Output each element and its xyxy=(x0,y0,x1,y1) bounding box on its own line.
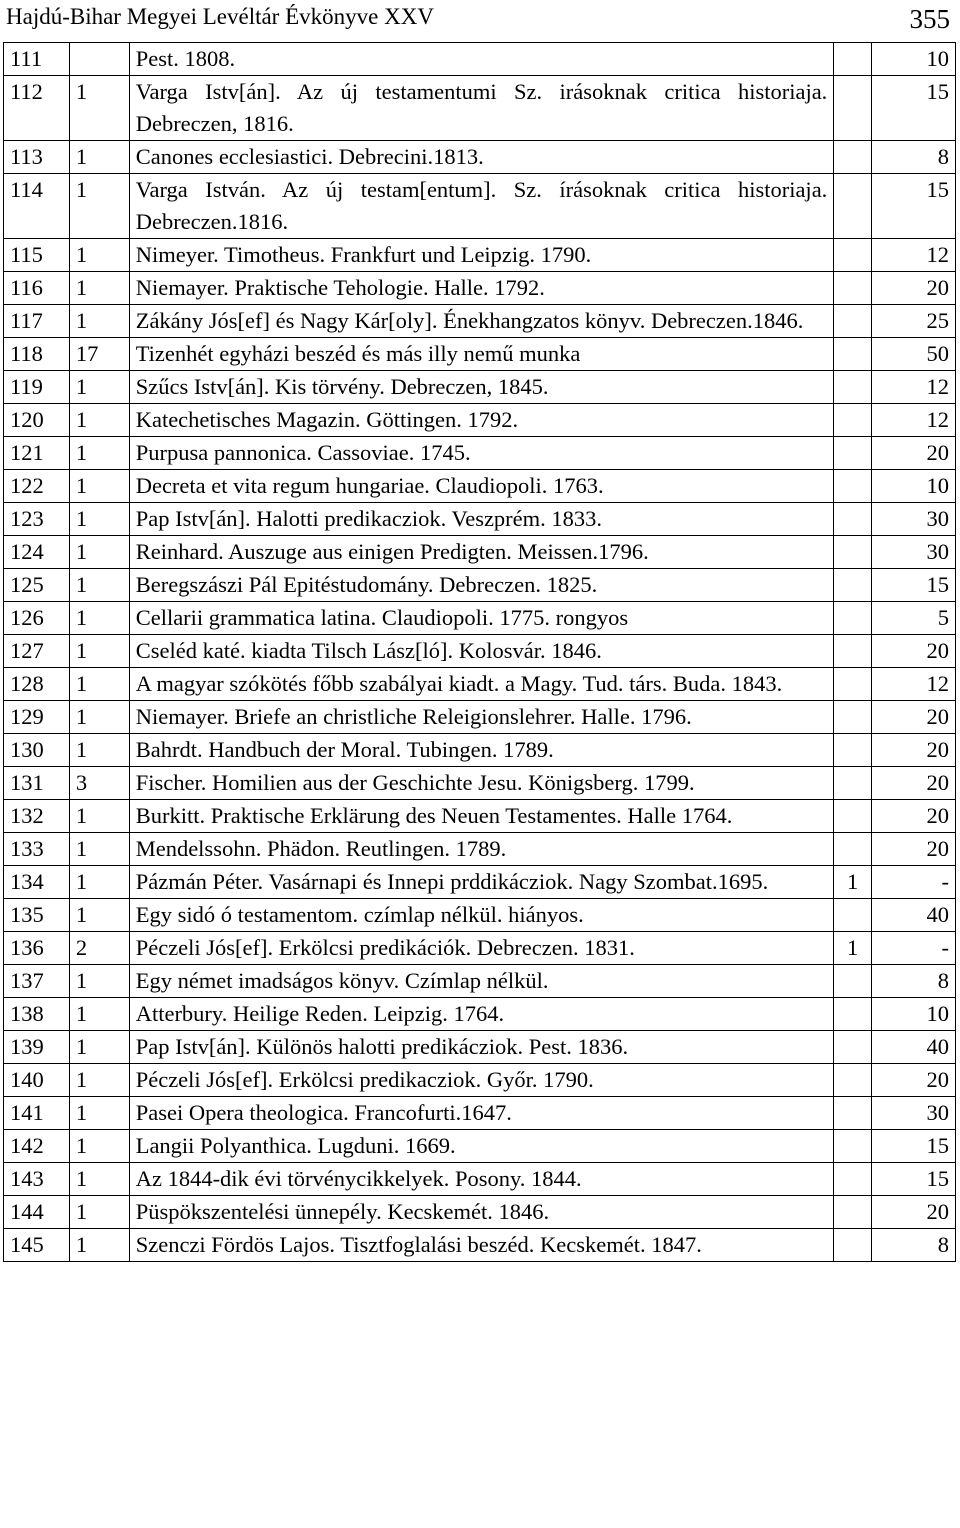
item-description: Pap Istv[án]. Halotti predikacziok. Veszprém. 1833. xyxy=(129,503,834,536)
item-price-secondary: 40 xyxy=(871,899,955,932)
table-row xyxy=(4,635,956,668)
item-description: Szűcs Istv[án]. Kis törvény. Debreczen, 1845. xyxy=(129,371,834,404)
item-price-primary xyxy=(834,272,872,305)
item-price-secondary: 30 xyxy=(871,1097,955,1130)
table-row xyxy=(4,1196,956,1229)
item-price-primary xyxy=(834,1196,872,1229)
item-number: 145 xyxy=(4,1229,70,1262)
item-price-primary: 1 xyxy=(834,932,872,965)
table-row xyxy=(4,437,956,470)
item-price-secondary: 15 xyxy=(871,1163,955,1196)
item-description: Tizenhét egyházi beszéd és más illy nemű munka xyxy=(129,338,834,371)
table-row xyxy=(4,1163,956,1196)
item-quantity: 1 xyxy=(69,734,129,767)
table-row xyxy=(4,174,956,239)
item-description: Varga Istv[án]. Az új testamentumi Sz. irásoknak critica historiaja. Debreczen, 1816. xyxy=(129,76,834,141)
item-description: Püspökszentelési ünnepély. Kecskemét. 1846. xyxy=(129,1196,834,1229)
item-number: 135 xyxy=(4,899,70,932)
item-number: 143 xyxy=(4,1163,70,1196)
table-row xyxy=(4,965,956,998)
item-quantity: 1 xyxy=(69,866,129,899)
table-row xyxy=(4,76,956,141)
item-price-secondary: 5 xyxy=(871,602,955,635)
inventory-table xyxy=(3,42,956,1262)
item-description: Nimeyer. Timotheus. Frankfurt und Leipzig. 1790. xyxy=(129,239,834,272)
item-number: 131 xyxy=(4,767,70,800)
table-row xyxy=(4,767,956,800)
item-quantity: 1 xyxy=(69,1229,129,1262)
item-quantity: 1 xyxy=(69,305,129,338)
item-description: Az 1844-dik évi törvénycikkelyek. Posony. 1844. xyxy=(129,1163,834,1196)
item-quantity: 1 xyxy=(69,503,129,536)
item-price-primary xyxy=(834,76,872,141)
table-row xyxy=(4,701,956,734)
item-description: Mendelssohn. Phädon. Reutlingen. 1789. xyxy=(129,833,834,866)
table-row xyxy=(4,1130,956,1163)
item-price-secondary: 25 xyxy=(871,305,955,338)
item-price-secondary: 10 xyxy=(871,998,955,1031)
table-row xyxy=(4,141,956,174)
item-price-secondary: 20 xyxy=(871,272,955,305)
item-price-primary xyxy=(834,174,872,239)
item-quantity: 1 xyxy=(69,668,129,701)
table-row xyxy=(4,668,956,701)
table-row xyxy=(4,1229,956,1262)
item-price-secondary: 20 xyxy=(871,800,955,833)
item-price-primary xyxy=(834,965,872,998)
item-price-secondary: 12 xyxy=(871,668,955,701)
item-quantity: 1 xyxy=(69,141,129,174)
item-number: 120 xyxy=(4,404,70,437)
item-price-secondary: 20 xyxy=(871,734,955,767)
item-description: Egy német imadságos könyv. Czímlap nélkül. xyxy=(129,965,834,998)
table-row xyxy=(4,305,956,338)
item-price-primary xyxy=(834,800,872,833)
item-quantity: 1 xyxy=(69,404,129,437)
item-description: Canones ecclesiastici. Debrecini.1813. xyxy=(129,141,834,174)
page-number: 355 xyxy=(909,4,950,34)
item-quantity: 1 xyxy=(69,635,129,668)
table-row xyxy=(4,1097,956,1130)
item-number: 121 xyxy=(4,437,70,470)
item-price-secondary: 20 xyxy=(871,833,955,866)
item-price-primary xyxy=(834,503,872,536)
item-price-primary xyxy=(834,437,872,470)
item-number: 137 xyxy=(4,965,70,998)
item-price-secondary: 15 xyxy=(871,76,955,141)
item-description: Burkitt. Praktische Erklärung des Neuen Testamentes. Halle 1764. xyxy=(129,800,834,833)
table-row xyxy=(4,899,956,932)
item-description: Bahrdt. Handbuch der Moral. Tubingen. 1789. xyxy=(129,734,834,767)
item-price-primary xyxy=(834,43,872,76)
item-price-secondary: 10 xyxy=(871,43,955,76)
item-quantity: 1 xyxy=(69,536,129,569)
item-quantity: 1 xyxy=(69,965,129,998)
item-description: Varga István. Az új testam[entum]. Sz. írásoknak critica historiaja. Debreczen.1816. xyxy=(129,174,834,239)
item-price-primary xyxy=(834,734,872,767)
item-quantity xyxy=(69,43,129,76)
table-row xyxy=(4,800,956,833)
table-row xyxy=(4,470,956,503)
item-number: 117 xyxy=(4,305,70,338)
table-row xyxy=(4,239,956,272)
item-price-primary xyxy=(834,899,872,932)
item-description: Zákány Jós[ef] és Nagy Kár[oly]. Énekhangzatos könyv. Debreczen.1846. xyxy=(129,305,834,338)
item-price-primary xyxy=(834,1163,872,1196)
table-row xyxy=(4,43,956,76)
item-number: 142 xyxy=(4,1130,70,1163)
item-number: 114 xyxy=(4,174,70,239)
item-description: Fischer. Homilien aus der Geschichte Jesu. Königsberg. 1799. xyxy=(129,767,834,800)
item-price-secondary: 8 xyxy=(871,965,955,998)
table-row xyxy=(4,602,956,635)
item-description: Pázmán Péter. Vasárnapi és Innepi prddikácziok. Nagy Szombat.1695. xyxy=(129,866,834,899)
item-price-secondary: 15 xyxy=(871,569,955,602)
item-price-primary xyxy=(834,1229,872,1262)
item-quantity: 1 xyxy=(69,1163,129,1196)
item-price-secondary: 8 xyxy=(871,1229,955,1262)
item-quantity: 17 xyxy=(69,338,129,371)
table-row xyxy=(4,338,956,371)
item-number: 122 xyxy=(4,470,70,503)
item-quantity: 1 xyxy=(69,569,129,602)
item-description: Péczeli Jós[ef]. Erkölcsi predikációk. Debreczen. 1831. xyxy=(129,932,834,965)
item-number: 128 xyxy=(4,668,70,701)
item-price-primary xyxy=(834,371,872,404)
item-number: 127 xyxy=(4,635,70,668)
item-description: Niemayer. Praktische Tehologie. Halle. 1792. xyxy=(129,272,834,305)
table-row xyxy=(4,272,956,305)
item-price-secondary: - xyxy=(871,932,955,965)
item-price-secondary: 20 xyxy=(871,1064,955,1097)
item-description: Katechetisches Magazin. Göttingen. 1792. xyxy=(129,404,834,437)
item-price-secondary: 20 xyxy=(871,635,955,668)
item-description: Pest. 1808. xyxy=(129,43,834,76)
item-price-primary xyxy=(834,305,872,338)
item-price-secondary: 50 xyxy=(871,338,955,371)
item-quantity: 1 xyxy=(69,1196,129,1229)
table-row xyxy=(4,1064,956,1097)
item-description: Szenczi Fördös Lajos. Tisztfoglalási beszéd. Kecskemét. 1847. xyxy=(129,1229,834,1262)
item-price-primary xyxy=(834,338,872,371)
item-number: 112 xyxy=(4,76,70,141)
item-number: 144 xyxy=(4,1196,70,1229)
item-number: 113 xyxy=(4,141,70,174)
item-description: Reinhard. Auszuge aus einigen Predigten. Meissen.1796. xyxy=(129,536,834,569)
item-number: 136 xyxy=(4,932,70,965)
item-quantity: 1 xyxy=(69,602,129,635)
item-price-secondary: 8 xyxy=(871,141,955,174)
item-price-primary xyxy=(834,635,872,668)
item-description: Decreta et vita regum hungariae. Claudiopoli. 1763. xyxy=(129,470,834,503)
item-price-secondary: 12 xyxy=(871,371,955,404)
item-price-secondary: 20 xyxy=(871,767,955,800)
item-price-primary xyxy=(834,569,872,602)
item-price-secondary: 20 xyxy=(871,701,955,734)
item-price-primary xyxy=(834,1130,872,1163)
item-number: 125 xyxy=(4,569,70,602)
item-number: 116 xyxy=(4,272,70,305)
item-price-primary xyxy=(834,833,872,866)
item-number: 141 xyxy=(4,1097,70,1130)
item-description: Atterbury. Heilige Reden. Leipzig. 1764. xyxy=(129,998,834,1031)
item-description: Pasei Opera theologica. Francofurti.1647. xyxy=(129,1097,834,1130)
item-number: 133 xyxy=(4,833,70,866)
item-number: 126 xyxy=(4,602,70,635)
item-price-primary xyxy=(834,239,872,272)
item-quantity: 1 xyxy=(69,1130,129,1163)
item-quantity: 2 xyxy=(69,932,129,965)
item-price-primary: 1 xyxy=(834,866,872,899)
item-price-primary xyxy=(834,701,872,734)
item-quantity: 1 xyxy=(69,998,129,1031)
item-price-secondary: 15 xyxy=(871,174,955,239)
item-description: A magyar szókötés főbb szabályai kiadt. a Magy. Tud. társ. Buda. 1843. xyxy=(129,668,834,701)
item-price-secondary: 30 xyxy=(871,503,955,536)
item-number: 130 xyxy=(4,734,70,767)
table-row xyxy=(4,833,956,866)
table-row xyxy=(4,734,956,767)
item-quantity: 1 xyxy=(69,239,129,272)
item-number: 123 xyxy=(4,503,70,536)
item-quantity: 1 xyxy=(69,833,129,866)
item-description: Langii Polyanthica. Lugduni. 1669. xyxy=(129,1130,834,1163)
item-price-secondary: - xyxy=(871,866,955,899)
item-quantity: 1 xyxy=(69,371,129,404)
item-price-secondary: 15 xyxy=(871,1130,955,1163)
item-price-primary xyxy=(834,1097,872,1130)
item-price-primary xyxy=(834,404,872,437)
item-number: 115 xyxy=(4,239,70,272)
item-price-secondary: 10 xyxy=(871,470,955,503)
item-number: 134 xyxy=(4,866,70,899)
item-quantity: 1 xyxy=(69,437,129,470)
item-number: 138 xyxy=(4,998,70,1031)
item-number: 111 xyxy=(4,43,70,76)
item-price-primary xyxy=(834,1064,872,1097)
table-row xyxy=(4,866,956,899)
item-number: 119 xyxy=(4,371,70,404)
item-price-primary xyxy=(834,536,872,569)
item-price-secondary: 40 xyxy=(871,1031,955,1064)
table-row xyxy=(4,371,956,404)
item-quantity: 1 xyxy=(69,1031,129,1064)
item-quantity: 1 xyxy=(69,272,129,305)
item-number: 129 xyxy=(4,701,70,734)
item-quantity: 1 xyxy=(69,174,129,239)
table-row xyxy=(4,1031,956,1064)
item-number: 139 xyxy=(4,1031,70,1064)
item-description: Egy sidó ó testamentom. czímlap nélkül. hiányos. xyxy=(129,899,834,932)
item-quantity: 1 xyxy=(69,1064,129,1097)
item-description: Niemayer. Briefe an christliche Releigionslehrer. Halle. 1796. xyxy=(129,701,834,734)
item-quantity: 3 xyxy=(69,767,129,800)
running-title: Hajdú-Bihar Megyei Levéltár Évkönyve XXV xyxy=(6,4,434,29)
item-description: Péczeli Jós[ef]. Erkölcsi predikacziok. Győr. 1790. xyxy=(129,1064,834,1097)
item-price-primary xyxy=(834,767,872,800)
item-price-secondary: 20 xyxy=(871,1196,955,1229)
item-quantity: 1 xyxy=(69,1097,129,1130)
table-row xyxy=(4,503,956,536)
item-price-secondary: 20 xyxy=(871,437,955,470)
table-row xyxy=(4,536,956,569)
item-price-primary xyxy=(834,1031,872,1064)
item-price-secondary: 12 xyxy=(871,239,955,272)
item-price-primary xyxy=(834,668,872,701)
table-row xyxy=(4,404,956,437)
item-price-primary xyxy=(834,141,872,174)
item-quantity: 1 xyxy=(69,800,129,833)
item-price-primary xyxy=(834,602,872,635)
page-header xyxy=(0,2,960,38)
item-price-primary xyxy=(834,470,872,503)
table-row xyxy=(4,569,956,602)
item-quantity: 1 xyxy=(69,76,129,141)
item-number: 118 xyxy=(4,338,70,371)
item-number: 132 xyxy=(4,800,70,833)
item-description: Pap Istv[án]. Különös halotti predikácziok. Pest. 1836. xyxy=(129,1031,834,1064)
inventory-table-body xyxy=(4,43,956,1262)
item-quantity: 1 xyxy=(69,470,129,503)
item-number: 124 xyxy=(4,536,70,569)
table-row xyxy=(4,932,956,965)
item-quantity: 1 xyxy=(69,899,129,932)
item-description: Cseléd katé. kiadta Tilsch Lász[ló]. Kolosvár. 1846. xyxy=(129,635,834,668)
item-price-primary xyxy=(834,998,872,1031)
item-description: Purpusa pannonica. Cassoviae. 1745. xyxy=(129,437,834,470)
item-description: Beregszászi Pál Epitéstudomány. Debreczen. 1825. xyxy=(129,569,834,602)
item-price-secondary: 12 xyxy=(871,404,955,437)
item-quantity: 1 xyxy=(69,701,129,734)
item-number: 140 xyxy=(4,1064,70,1097)
table-row xyxy=(4,998,956,1031)
item-description: Cellarii grammatica latina. Claudiopoli. 1775. rongyos xyxy=(129,602,834,635)
item-price-secondary: 30 xyxy=(871,536,955,569)
